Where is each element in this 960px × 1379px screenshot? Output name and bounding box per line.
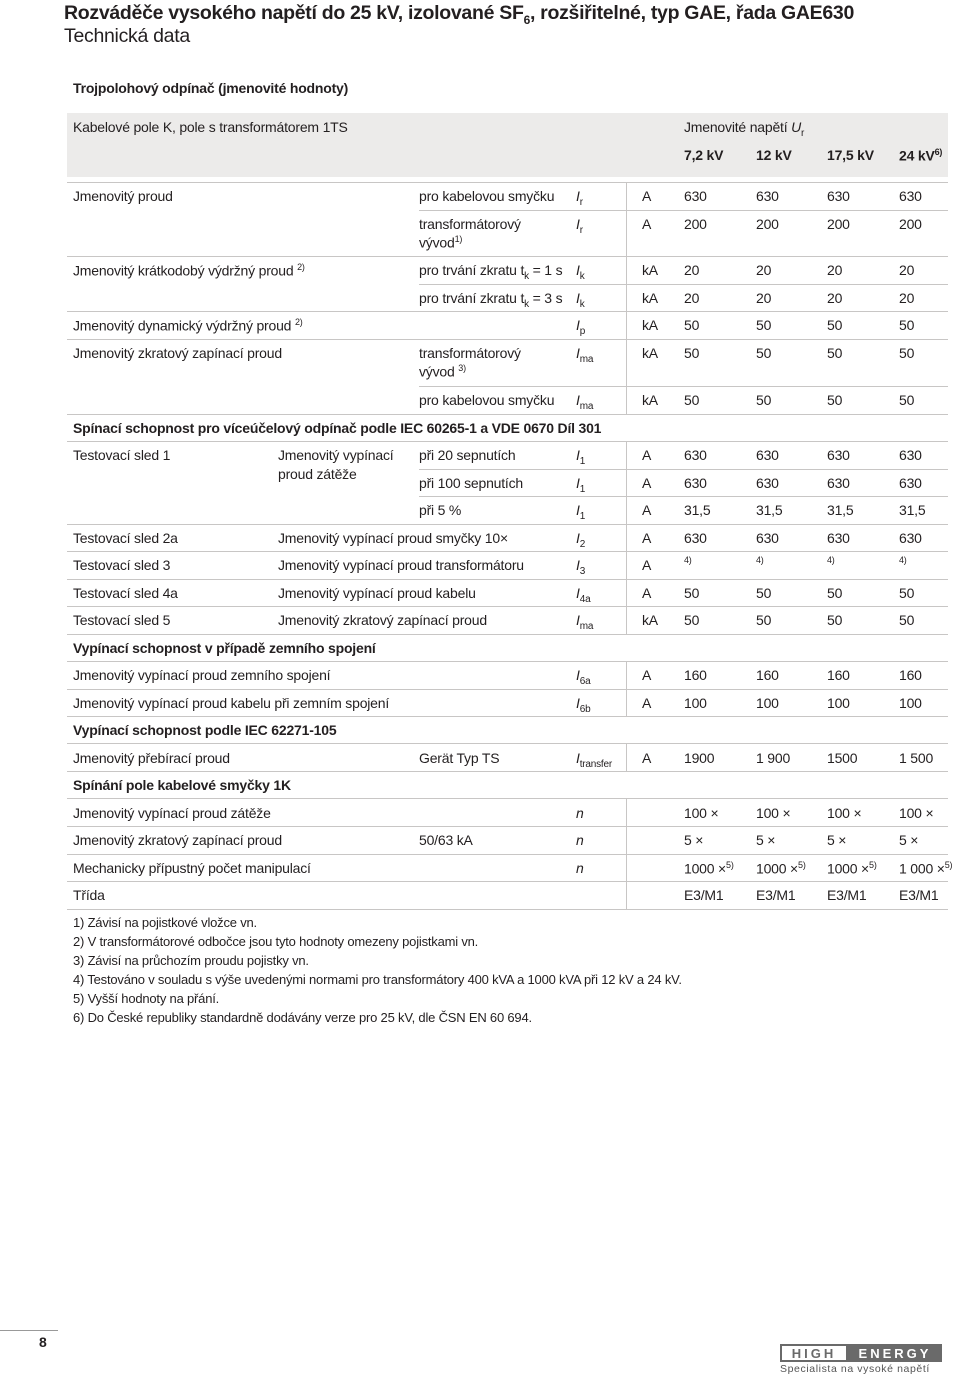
footnote-4: 4) Testováno v souladu s výše uvedenými normami pro transformátory 400 kVA a 1000 kVA při 12 kV a 24 kV. <box>73 972 682 987</box>
divider <box>419 469 948 470</box>
divider <box>67 716 948 717</box>
cell-17kv: 50 <box>827 392 843 408</box>
row-condition: Gerät Typ TS <box>419 750 500 766</box>
row-symbol: $I_{6b}$ <box>576 695 591 715</box>
cell-12kv: 50 <box>756 317 772 333</box>
row-condition: při 100 sepnutích <box>419 475 524 491</box>
cell-17kv: 630 <box>827 530 850 546</box>
table-row <box>67 855 953 882</box>
header-rated-voltage <box>684 119 804 139</box>
cell-17kv: 100 <box>827 695 850 711</box>
cell-24kv: 630 <box>899 530 922 546</box>
cell-12kv: 50 <box>756 392 772 408</box>
row-label: Jmenovitý zkratový zapínací proud <box>73 345 282 361</box>
cell-12kv: 630 <box>756 475 779 491</box>
section-title-earth-fault: Vypínací schopnost v případě zemního spojení <box>73 640 376 656</box>
cell-7kv: E3/M1 <box>684 887 724 903</box>
divider <box>67 182 948 183</box>
cell-24kv: 100 <box>899 695 922 711</box>
cell-17kv: 100 × <box>827 805 862 821</box>
test-label: Testovací sled 4a <box>73 585 178 601</box>
row-symbol: $I_2$ <box>576 530 586 550</box>
cell-17kv: 50 <box>827 612 843 628</box>
cell-12kv: 50 <box>756 612 772 628</box>
cell-12kv: 20 <box>756 262 772 278</box>
cell-7kv: 630 <box>684 475 707 491</box>
row-unit: A <box>642 750 652 766</box>
row-condition-line2: vývod$^{1)}$ <box>419 234 463 251</box>
cell-7kv: 5 × <box>684 832 704 848</box>
row-symbol: $I_{ma}$ <box>576 612 594 632</box>
voltage-2: 12 kV <box>756 147 792 163</box>
row-condition: pro kabelovou smyčku <box>419 188 555 204</box>
cell-7kv: 1000 ×$^{5)}$ <box>684 860 734 877</box>
test-1-desc: Jmenovitý vypínací <box>278 447 394 463</box>
cell-7kv: 630 <box>684 530 707 546</box>
logo-left: HIGH <box>780 1344 848 1362</box>
cell-7kv: 160 <box>684 667 707 683</box>
cell-7kv: 50 <box>684 345 700 361</box>
row-unit: A <box>642 585 652 601</box>
title-main: Rozváděče vysokého napětí do 25 kV, izolované SF <box>64 2 524 24</box>
divider <box>67 634 948 635</box>
row-symbol: $I_p$ <box>576 317 586 337</box>
table-row <box>67 827 948 854</box>
cell-12kv: 50 <box>756 345 772 361</box>
row-unit: A <box>642 695 652 711</box>
test-label: Testovací sled 5 <box>73 612 171 628</box>
table-row <box>67 800 948 827</box>
title-subscript: 6 <box>523 12 530 27</box>
row-label: Jmenovitý krátkodobý výdržný proud $^{2)}$ <box>73 262 305 279</box>
test-1-desc2: proud zátěže <box>278 466 357 482</box>
cell-7kv: 100 <box>684 695 707 711</box>
row-label: Jmenovitý přebírací proud <box>73 750 230 766</box>
table-row <box>67 882 948 909</box>
cell-24kv: 1 000 ×$^{5)}$ <box>899 860 953 877</box>
row-symbol: $I_1$ <box>576 475 586 495</box>
cell-24kv: 630 <box>899 447 922 463</box>
divider <box>67 256 948 257</box>
divider <box>419 284 948 285</box>
divider <box>419 386 948 387</box>
table-row <box>67 211 948 256</box>
cell-17kv: 31,5 <box>827 502 854 518</box>
cell-12kv: 630 <box>756 530 779 546</box>
footnote-3: 3) Závisí na průchozím proudu pojistky vn. <box>73 953 309 968</box>
row-unit: kA <box>642 317 658 333</box>
row-label: Třída <box>73 887 105 903</box>
row-symbol: $I_1$ <box>576 502 586 522</box>
page-title <box>64 2 854 27</box>
row-symbol: $I_{ma}$ <box>576 345 594 365</box>
voltage-4-text: 24 kV <box>899 147 935 164</box>
cell-17kv: 630 <box>827 475 850 491</box>
cell-12kv: 630 <box>756 188 779 204</box>
column-divider <box>626 743 627 771</box>
row-condition: 50/63 kA <box>419 832 473 848</box>
test-desc: Jmenovitý vypínací proud smyčky 10× <box>278 530 508 546</box>
row-condition-line2: vývod $^{3)}$ <box>419 363 466 380</box>
table-row <box>67 662 948 689</box>
table-row <box>67 497 948 524</box>
row-symbol: n <box>576 860 584 876</box>
row-unit: A <box>642 475 652 491</box>
divider <box>67 909 948 910</box>
column-divider <box>626 798 627 909</box>
row-label: Jmenovitý vypínací proud kabelu při zemním spojení <box>73 695 390 711</box>
cell-12kv: 20 <box>756 290 772 306</box>
row-unit: A <box>642 447 652 463</box>
test-desc: Jmenovitý vypínací proud transformátoru <box>278 557 524 573</box>
rated-voltage-symbol: U <box>791 119 802 135</box>
cell-17kv: 50 <box>827 585 843 601</box>
cell-17kv: 4) <box>827 555 835 565</box>
row-symbol: $I_{4a}$ <box>576 585 591 605</box>
table-row <box>67 580 948 607</box>
divider <box>67 798 948 799</box>
divider <box>67 339 948 340</box>
cell-12kv: 4) <box>756 555 764 565</box>
cell-7kv: 200 <box>684 216 707 232</box>
footnote-5: 5) Vyšší hodnoty na přání. <box>73 991 220 1006</box>
cell-7kv: 20 <box>684 262 700 278</box>
cell-17kv: 20 <box>827 262 843 278</box>
row-symbol: $I_{6a}$ <box>576 667 591 687</box>
cell-24kv: 50 <box>899 612 915 628</box>
cell-7kv: 630 <box>684 447 707 463</box>
divider <box>419 210 948 211</box>
row-unit: kA <box>642 345 658 361</box>
cell-24kv: 4) <box>899 555 907 565</box>
row-unit: A <box>642 530 652 546</box>
voltage-1: 7,2 kV <box>684 147 724 163</box>
cell-24kv: 50 <box>899 392 915 408</box>
cell-24kv: 200 <box>899 216 922 232</box>
row-unit: A <box>642 667 652 683</box>
row-condition: při 5 % <box>419 502 462 518</box>
footnote-1: 1) Závisí na pojistkové vložce vn. <box>73 915 257 930</box>
header-left: Kabelové pole K, pole s transformátorem 1TS <box>73 119 348 135</box>
divider <box>67 771 948 772</box>
section-title-loop: Spínání pole kabelové smyčky 1K <box>73 777 291 793</box>
row-label: Jmenovitý vypínací proud zátěže <box>73 805 271 821</box>
cell-24kv: 630 <box>899 188 922 204</box>
cell-7kv: 4) <box>684 555 692 565</box>
row-label: Jmenovitý dynamický výdržný proud $^{2)}$ <box>73 317 303 334</box>
table-row <box>67 552 948 579</box>
cell-12kv: 100 <box>756 695 779 711</box>
cell-7kv: 31,5 <box>684 502 711 518</box>
cell-24kv: 5 × <box>899 832 919 848</box>
cell-7kv: 50 <box>684 317 700 333</box>
row-unit: kA <box>642 392 658 408</box>
test-desc: Jmenovitý vypínací proud kabelu <box>278 585 476 601</box>
cell-12kv: 630 <box>756 447 779 463</box>
row-symbol: $I_1$ <box>576 447 586 467</box>
table-row <box>67 285 948 312</box>
cell-12kv: 1000 ×$^{5)}$ <box>756 860 806 877</box>
row-unit: kA <box>642 290 658 306</box>
table-row <box>67 257 948 284</box>
cell-12kv: E3/M1 <box>756 887 796 903</box>
cell-17kv: 50 <box>827 317 843 333</box>
page-number: 8 <box>39 1334 47 1350</box>
footnote-6: 6) Do České republiky standardně dodávány verze pro 25 kV, dle ČSN EN 60 694. <box>73 1010 532 1025</box>
test-desc: Jmenovitý zkratový zapínací proud <box>278 612 487 628</box>
column-divider <box>626 661 627 716</box>
test-label: Testovací sled 2a <box>73 530 178 546</box>
cell-7kv: 1900 <box>684 750 715 766</box>
cell-7kv: 50 <box>684 612 700 628</box>
divider <box>67 311 948 312</box>
table-row <box>67 183 948 210</box>
cell-17kv: E3/M1 <box>827 887 867 903</box>
cell-12kv: 200 <box>756 216 779 232</box>
cell-24kv: E3/M1 <box>899 887 939 903</box>
cell-24kv: 100 × <box>899 805 934 821</box>
table-row <box>67 442 948 469</box>
section-title-switch: Trojpolohový odpínač (jmenovité hodnoty) <box>73 80 349 96</box>
cell-24kv: 50 <box>899 317 915 333</box>
row-symbol: $I_3$ <box>576 557 586 577</box>
row-condition: transformátorový <box>419 345 521 361</box>
table-row <box>67 607 948 634</box>
row-symbol: n <box>576 832 584 848</box>
cell-7kv: 50 <box>684 392 700 408</box>
divider <box>67 579 948 580</box>
voltage-4 <box>899 147 942 164</box>
row-condition: pro trvání zkratu $t_k = 1$ s <box>419 262 563 282</box>
divider <box>67 414 948 415</box>
cell-24kv: 50 <box>899 345 915 361</box>
row-symbol: $I_k$ <box>576 262 585 282</box>
page-number-rule <box>0 1330 58 1331</box>
cell-12kv: 100 × <box>756 805 791 821</box>
row-unit: A <box>642 188 652 204</box>
logo-right: ENERGY <box>848 1344 942 1362</box>
cell-12kv: 1 900 <box>756 750 791 766</box>
cell-24kv: 20 <box>899 290 915 306</box>
cell-17kv: 1500 <box>827 750 858 766</box>
voltage-4-note: 6) <box>934 147 943 157</box>
row-label: Jmenovitý vypínací proud zemního spojení <box>73 667 331 683</box>
table-row <box>67 525 948 552</box>
cell-17kv: 5 × <box>827 832 847 848</box>
test-1-label: Testovací sled 1 <box>73 447 171 463</box>
row-symbol: $I_{ma}$ <box>576 392 594 412</box>
column-divider <box>626 441 627 634</box>
table-row <box>67 387 948 414</box>
row-condition: při 20 sepnutích <box>419 447 516 463</box>
table-row <box>67 312 948 339</box>
cell-12kv: 160 <box>756 667 779 683</box>
cell-7kv: 20 <box>684 290 700 306</box>
table-row <box>67 690 948 717</box>
row-symbol: $I_{transfer}$ <box>576 750 613 770</box>
cell-24kv: 630 <box>899 475 922 491</box>
cell-17kv: 630 <box>827 188 850 204</box>
cell-7kv: 100 × <box>684 805 719 821</box>
cell-17kv: 630 <box>827 447 850 463</box>
voltage-3: 17,5 kV <box>827 147 874 163</box>
divider <box>67 689 948 690</box>
row-label: Jmenovitý zkratový zapínací proud <box>73 832 282 848</box>
rated-voltage-sub: r <box>801 127 805 139</box>
divider <box>67 743 948 744</box>
cell-24kv: 31,5 <box>899 502 926 518</box>
row-unit: kA <box>642 612 658 628</box>
cell-17kv: 50 <box>827 345 843 361</box>
cell-17kv: 1000 ×$^{5)}$ <box>827 860 877 877</box>
divider <box>67 826 948 827</box>
company-logo <box>780 1344 942 1362</box>
row-condition: transformátorový <box>419 216 521 232</box>
cell-12kv: 31,5 <box>756 502 783 518</box>
section-title-switching: Spínací schopnost pro víceúčelový odpínač podle IEC 60265-1 a VDE 0670 Díl 301 <box>73 420 602 436</box>
row-symbol: $I_r$ <box>576 216 583 236</box>
row-symbol: $I_r$ <box>576 188 583 208</box>
table-row <box>67 745 948 772</box>
company-slogan: Specialista na vysoké napětí <box>780 1363 930 1375</box>
row-symbol: n <box>576 805 584 821</box>
row-label: Mechanicky přípustný počet manipulací <box>73 860 311 876</box>
cell-7kv: 630 <box>684 188 707 204</box>
row-label: Jmenovitý proud <box>73 188 173 204</box>
section-title-transfer: Vypínací schopnost podle IEC 62271-105 <box>73 722 337 738</box>
row-unit: A <box>642 557 652 573</box>
footnote-2: 2) V transformátorové odbočce jsou tyto hodnoty omezeny pojistkami vn. <box>73 934 479 949</box>
cell-17kv: 20 <box>827 290 843 306</box>
cell-24kv: 1 500 <box>899 750 934 766</box>
page-subtitle: Technická data <box>64 25 190 47</box>
title-rest: , rozšiřitelné, typ GAE, řada GAE630 <box>529 2 854 24</box>
rated-voltage-label: Jmenovité napětí <box>684 119 788 135</box>
cell-7kv: 50 <box>684 585 700 601</box>
cell-24kv: 50 <box>899 585 915 601</box>
divider <box>67 551 948 552</box>
row-symbol: $I_k$ <box>576 290 585 310</box>
column-divider <box>626 182 627 414</box>
row-unit: A <box>642 502 652 518</box>
table-row <box>67 470 948 497</box>
test-label: Testovací sled 3 <box>73 557 171 573</box>
cell-12kv: 5 × <box>756 832 776 848</box>
divider <box>67 881 948 882</box>
divider <box>419 496 948 497</box>
table-row <box>67 340 948 385</box>
divider <box>67 854 948 855</box>
row-condition: pro trvání zkratu $t_k = 3$ s <box>419 290 563 310</box>
row-condition: pro kabelovou smyčku <box>419 392 555 408</box>
cell-12kv: 50 <box>756 585 772 601</box>
cell-17kv: 160 <box>827 667 850 683</box>
cell-17kv: 200 <box>827 216 850 232</box>
divider <box>67 606 948 607</box>
cell-24kv: 20 <box>899 262 915 278</box>
cell-24kv: 160 <box>899 667 922 683</box>
row-unit: kA <box>642 262 658 278</box>
row-unit: A <box>642 216 652 232</box>
